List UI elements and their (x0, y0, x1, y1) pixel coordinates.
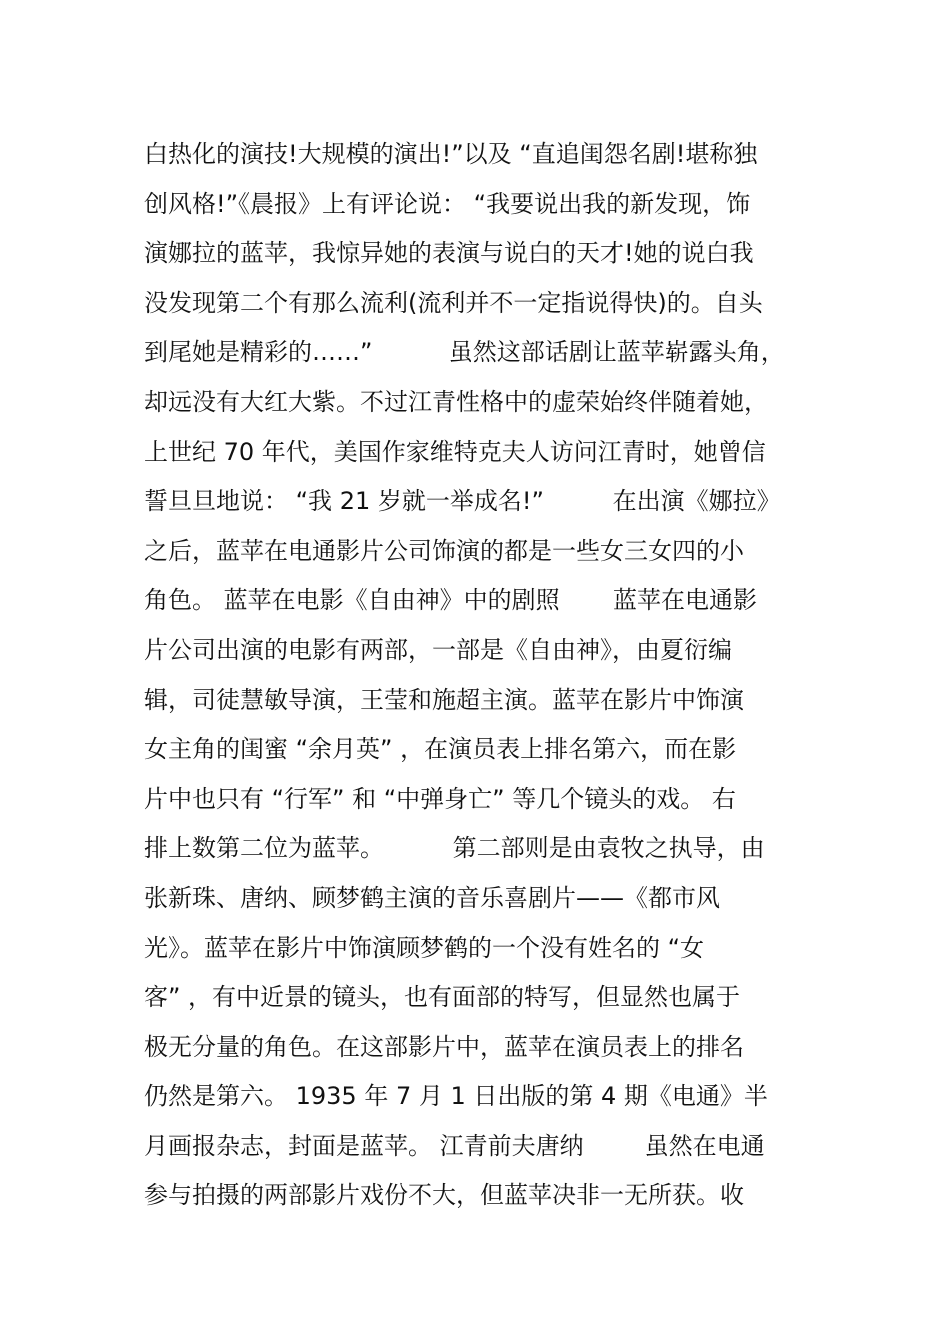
text-line: 光》。蓝苹在影片中饰演顾梦鹤的一个没有姓名的 “女 (144, 933, 705, 962)
body-text (144, 130, 814, 1221)
text-line: 仍然是第六。 1935 年 7 月 1 日出版的第 4 期《电通》半 (144, 1082, 768, 1111)
text-line: 角色。 蓝苹在电影《自由神》中的剧照 蓝苹在电通影 (144, 586, 758, 615)
text-line: 没发现第二个有那么流利(流利并不一定指说得快)的。自头 (144, 288, 763, 317)
text-line: 排上数第二位为蓝苹。 第二部则是由袁牧之执导，由 (144, 834, 765, 863)
text-line: 白热化的演技!大规模的演出!”以及 “直追闺怨名剧!堪称独 (144, 140, 758, 168)
text-line: 片公司出演的电影有两部，一部是《自由神》，由夏衍编 (144, 635, 732, 664)
text-line: 参与拍摄的两部影片戏份不大，但蓝苹决非一无所获。收 (144, 1181, 744, 1210)
text-line: 却远没有大红大紫。不过江青性格中的虚荣始终伴随着她， (144, 387, 768, 416)
text-line: 上世纪 70 年代，美国作家维特克夫人访问江青时，她曾信 (144, 437, 766, 466)
text-line: 辑，司徒慧敏导演，王莹和施超主演。蓝苹在影片中饰演 (144, 685, 744, 714)
text-line: 演娜拉的蓝苹，我惊异她的表演与说白的天才!她的说白我 (144, 239, 754, 268)
text-line: 客” ，有中近景的镜头，也有面部的特写，但显然也属于 (144, 983, 741, 1012)
text-line: 创风格!”《晨报》上有评论说： “我要说出我的新发现，饰 (144, 189, 751, 218)
text-line: 到尾她是精彩的……” 虽然这部话剧让蓝苹崭露头角， (144, 338, 785, 367)
text-line: 片中也只有 “行军” 和 “中弹身亡” 等几个镜头的戏。 右 (144, 784, 736, 813)
text-line: 之后，蓝苹在电通影片公司饰演的都是一些女三女四的小 (144, 536, 744, 565)
text-line: 女主角的闺蜜 “余月英” ，在演员表上排名第六，而在影 (144, 735, 737, 764)
text-line: 誓旦旦地说： “我 21 岁就一举成名!” 在出演《娜拉》 (144, 487, 781, 516)
text-line: 张新珠、唐纳、顾梦鹤主演的音乐喜剧片——《都市风 (144, 883, 720, 912)
text-line: 极无分量的角色。在这部影片中，蓝苹在演员表上的排名 (144, 1032, 744, 1061)
text-line: 月画报杂志，封面是蓝苹。 江青前夫唐纳 虽然在电通 (144, 1131, 765, 1160)
